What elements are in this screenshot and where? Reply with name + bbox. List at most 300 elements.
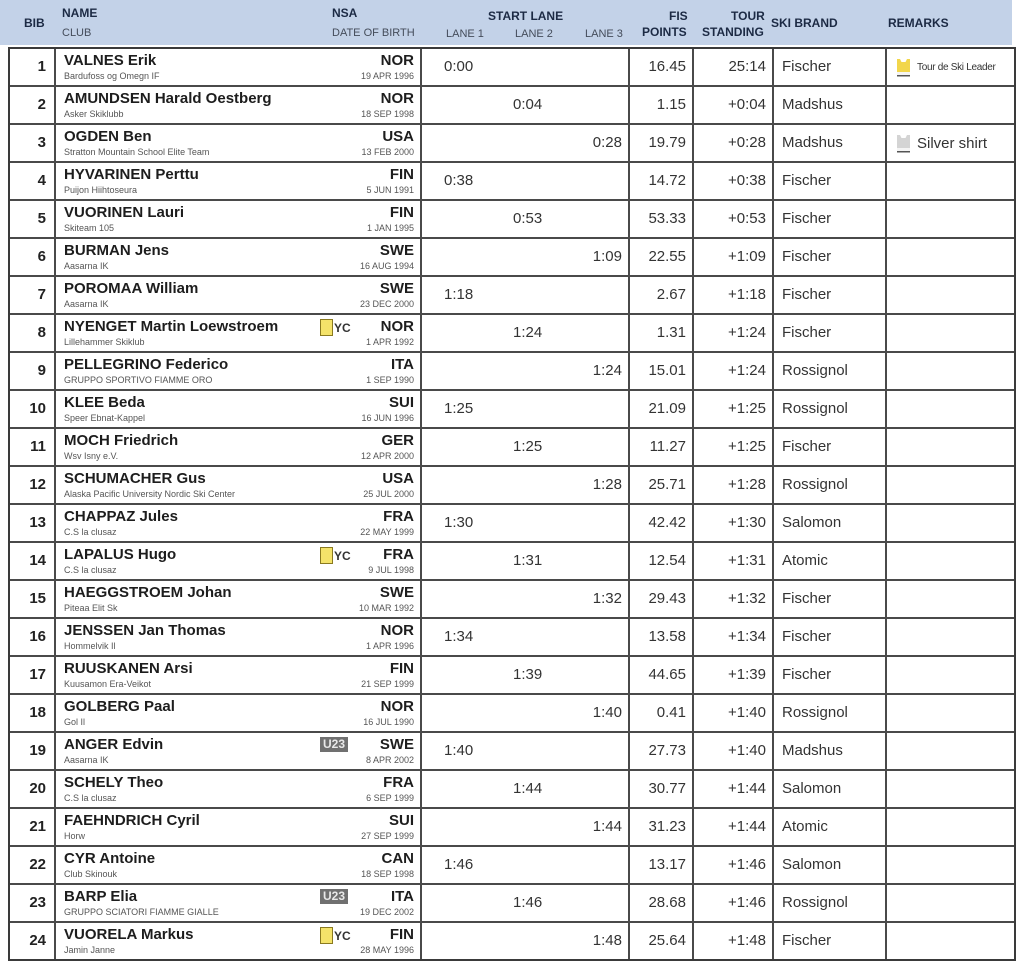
start-list-table xyxy=(8,47,1016,961)
bib-cell xyxy=(10,505,56,541)
remarks-cell xyxy=(889,733,1014,769)
table-row-bib-20 xyxy=(10,771,1014,809)
fis-points: 15.01 xyxy=(632,353,694,389)
date-of-birth: 1 SEP 1990 xyxy=(366,375,414,385)
athlete-name: SCHUMACHER Gus xyxy=(64,470,206,487)
start-lane-cell xyxy=(424,239,630,275)
lane2-time: 1:31 xyxy=(513,552,543,569)
club-name: Club Skinouk xyxy=(64,869,118,879)
lane3-time: 1:32 xyxy=(592,590,622,607)
athlete-name: VALNES Erik xyxy=(64,52,157,69)
club-name: Gol Il xyxy=(64,717,86,727)
start-lane-cell xyxy=(424,429,630,465)
bib-number: 11 xyxy=(30,438,46,455)
nsa-code: FIN xyxy=(389,660,414,677)
fis-points: 14.72 xyxy=(632,163,694,199)
table-row-bib-5 xyxy=(10,201,1014,239)
fis-points: 42.42 xyxy=(632,505,694,541)
athlete-cell xyxy=(58,467,422,503)
ski-brand: Rossignol xyxy=(776,391,887,427)
athlete-cell xyxy=(58,923,422,959)
bib-number: 9 xyxy=(37,362,46,379)
ski-brand: Fischer xyxy=(776,619,887,655)
table-row-bib-7 xyxy=(10,277,1014,315)
start-lane-cell xyxy=(424,543,630,579)
ski-brand: Atomic xyxy=(776,543,887,579)
lane1-time: 1:34 xyxy=(444,628,474,645)
nsa-code: NOR xyxy=(380,622,414,639)
athlete-cell xyxy=(58,125,422,161)
tour-standing: +1:40 xyxy=(696,733,774,769)
club-name: C.S la clusaz xyxy=(64,565,117,575)
fis-points: 12.54 xyxy=(632,543,694,579)
bib-number: 16 xyxy=(29,628,46,645)
header-fis-line1: FIS xyxy=(669,9,688,23)
athlete-cell xyxy=(58,543,422,579)
table-row-bib-21 xyxy=(10,809,1014,847)
start-lane-cell xyxy=(424,315,630,351)
lane2-time: 1:46 xyxy=(513,894,543,911)
start-lane-cell xyxy=(424,619,630,655)
athlete-name: VUORINEN Lauri xyxy=(64,204,185,221)
fis-points: 2.67 xyxy=(632,277,694,313)
athlete-name: FAEHNDRICH Cyril xyxy=(64,812,200,829)
athlete-name: NYENGET Martin Loewstroem xyxy=(64,318,279,335)
athlete-name: KLEE Beda xyxy=(64,394,145,411)
fis-points: 1.15 xyxy=(632,87,694,123)
nsa-code: FIN xyxy=(389,926,414,943)
bib-cell xyxy=(10,847,56,883)
header-club: CLUB xyxy=(62,27,92,39)
remarks-cell xyxy=(889,239,1014,275)
bib-number: 20 xyxy=(29,780,46,797)
ski-brand: Rossignol xyxy=(776,695,887,731)
athlete-cell xyxy=(58,163,422,199)
badge-label: YC xyxy=(334,320,351,335)
yellow-card-badge xyxy=(320,927,351,944)
remarks-cell xyxy=(889,315,1014,351)
lane3-time: 1:09 xyxy=(592,248,622,265)
remarks-cell xyxy=(889,277,1014,313)
athlete-cell xyxy=(58,885,422,921)
athlete-name: CHAPPAZ Jules xyxy=(64,508,178,525)
tour-standing: +1:28 xyxy=(696,467,774,503)
tour-standing: +1:34 xyxy=(696,619,774,655)
date-of-birth: 16 AUG 1994 xyxy=(359,261,414,271)
bib-cell xyxy=(10,315,56,351)
club-name: Aasarna IK xyxy=(64,261,109,271)
nsa-code: SWE xyxy=(379,242,414,259)
ski-brand: Salomon xyxy=(776,505,887,541)
club-name: Asker Skiklubb xyxy=(64,109,124,119)
bib-number: 22 xyxy=(29,856,46,873)
table-row-bib-22 xyxy=(10,847,1014,885)
nsa-code: FIN xyxy=(389,166,414,183)
club-name: Horw xyxy=(64,831,86,841)
header-remarks: REMARKS xyxy=(888,16,949,30)
lane3-time: 1:28 xyxy=(592,476,622,493)
table-row-bib-13 xyxy=(10,505,1014,543)
date-of-birth: 18 SEP 1998 xyxy=(361,109,414,119)
athlete-name: SCHELY Theo xyxy=(64,774,164,791)
start-lane-cell xyxy=(424,505,630,541)
date-of-birth: 16 JUN 1996 xyxy=(361,413,414,423)
date-of-birth: 25 JUL 2000 xyxy=(363,489,414,499)
bib-cell xyxy=(10,277,56,313)
athlete-name: HAEGGSTROEM Johan xyxy=(64,584,232,601)
club-name: Stratton Mountain School Elite Team xyxy=(64,147,210,157)
athlete-name: OGDEN Ben xyxy=(64,128,152,145)
lane1-time: 1:25 xyxy=(444,400,474,417)
table-row-bib-2 xyxy=(10,87,1014,125)
ski-brand: Rossignol xyxy=(776,353,887,389)
athlete-name: AMUNDSEN Harald Oestberg xyxy=(64,90,272,107)
bib-cell xyxy=(10,353,56,389)
table-header xyxy=(0,0,1012,45)
table-row-bib-15 xyxy=(10,581,1014,619)
start-lane-cell xyxy=(424,125,630,161)
bib-cell xyxy=(10,49,56,85)
date-of-birth: 19 DEC 2002 xyxy=(359,907,414,917)
header-nsa: NSA xyxy=(332,6,358,20)
athlete-name: JENSSEN Jan Thomas xyxy=(64,622,226,639)
bib-number: 10 xyxy=(29,400,46,417)
tour-standing: +1:25 xyxy=(696,391,774,427)
date-of-birth: 28 MAY 1996 xyxy=(360,945,414,955)
table-row-bib-12 xyxy=(10,467,1014,505)
lane2-time: 1:44 xyxy=(513,780,543,797)
athlete-name: POROMAA William xyxy=(64,280,199,297)
remarks-cell xyxy=(889,391,1014,427)
silver-shirt-icon xyxy=(895,133,912,153)
tour-standing: +1:18 xyxy=(696,277,774,313)
yellow-card-badge xyxy=(320,319,351,336)
club-name: Skiteam 105 xyxy=(64,223,115,233)
bib-number: 2 xyxy=(37,96,46,113)
nsa-code: CAN xyxy=(381,850,414,867)
bib-cell xyxy=(10,923,56,959)
athlete-name: VUORELA Markus xyxy=(64,926,194,943)
fis-points: 28.68 xyxy=(632,885,694,921)
remarks-cell xyxy=(889,809,1014,845)
tour-standing: +1:24 xyxy=(696,353,774,389)
badge-label: YC xyxy=(334,928,351,943)
remarks-cell xyxy=(889,505,1014,541)
date-of-birth: 16 JUL 1990 xyxy=(363,717,414,727)
tour-standing: +1:46 xyxy=(696,885,774,921)
table-row-bib-14 xyxy=(10,543,1014,581)
bib-cell xyxy=(10,885,56,921)
fis-points: 21.09 xyxy=(632,391,694,427)
bib-number: 23 xyxy=(29,894,46,911)
fis-points: 25.64 xyxy=(632,923,694,959)
bib-cell xyxy=(10,125,56,161)
ski-brand: Fischer xyxy=(776,239,887,275)
athlete-cell xyxy=(58,239,422,275)
bib-cell xyxy=(10,429,56,465)
remarks-cell xyxy=(889,201,1014,237)
bib-cell xyxy=(10,239,56,275)
lane3-time: 1:40 xyxy=(592,704,622,721)
fis-points: 13.17 xyxy=(632,847,694,883)
fis-points: 22.55 xyxy=(632,239,694,275)
club-name: C.S la clusaz xyxy=(64,527,117,537)
table-row-bib-4 xyxy=(10,163,1014,201)
remarks-cell xyxy=(889,87,1014,123)
fis-points: 16.45 xyxy=(632,49,694,85)
date-of-birth: 12 APR 2000 xyxy=(360,451,414,461)
start-lane-cell xyxy=(424,87,630,123)
remarks-cell xyxy=(889,353,1014,389)
lane2-time: 1:39 xyxy=(513,666,543,683)
nsa-code: NOR xyxy=(380,90,414,107)
lane1-time: 0:38 xyxy=(444,172,474,189)
table-row-bib-19 xyxy=(10,733,1014,771)
table-row-bib-23 xyxy=(10,885,1014,923)
lane3-time: 1:48 xyxy=(592,932,622,949)
remarks-cell xyxy=(889,467,1014,503)
bib-number: 6 xyxy=(37,248,46,265)
start-lane-cell xyxy=(424,49,630,85)
club-name: Lillehammer Skiklub xyxy=(64,337,145,347)
athlete-cell xyxy=(58,353,422,389)
nsa-code: NOR xyxy=(380,52,414,69)
bib-cell xyxy=(10,163,56,199)
club-name: Bardufoss og Omegn IF xyxy=(64,71,160,81)
remarks-cell xyxy=(889,429,1014,465)
athlete-cell xyxy=(58,619,422,655)
lane1-time: 1:18 xyxy=(444,286,474,303)
remarks-cell xyxy=(889,163,1014,199)
bib-cell xyxy=(10,733,56,769)
remarks-cell xyxy=(889,771,1014,807)
date-of-birth: 27 SEP 1999 xyxy=(361,831,414,841)
bib-number: 15 xyxy=(29,590,46,607)
club-name: Aasarna IK xyxy=(64,299,109,309)
start-lane-cell xyxy=(424,847,630,883)
date-of-birth: 21 SEP 1999 xyxy=(361,679,414,689)
ski-brand: Fischer xyxy=(776,277,887,313)
lane2-time: 0:04 xyxy=(513,96,543,113)
bib-cell xyxy=(10,201,56,237)
lane1-time: 0:00 xyxy=(444,58,474,75)
yellow-card-icon xyxy=(320,319,333,336)
athlete-name: RUUSKANEN Arsi xyxy=(64,660,193,677)
remarks-cell xyxy=(889,49,1014,85)
start-lane-cell xyxy=(424,581,630,617)
table-row-bib-16 xyxy=(10,619,1014,657)
fis-points: 44.65 xyxy=(632,657,694,693)
bib-cell xyxy=(10,695,56,731)
athlete-name: MOCH Friedrich xyxy=(64,432,179,449)
tour-standing: +1:09 xyxy=(696,239,774,275)
bib-number: 21 xyxy=(29,818,46,835)
header-lane1: LANE 1 xyxy=(446,28,484,40)
ski-brand: Fischer xyxy=(776,429,887,465)
tour-standing: +1:40 xyxy=(696,695,774,731)
fis-points: 25.71 xyxy=(632,467,694,503)
ski-brand: Rossignol xyxy=(776,467,887,503)
tour-standing: +1:44 xyxy=(696,771,774,807)
nsa-code: SUI xyxy=(388,394,414,411)
ski-brand: Fischer xyxy=(776,201,887,237)
start-lane-cell xyxy=(424,277,630,313)
date-of-birth: 1 APR 1996 xyxy=(365,641,414,651)
remarks-cell xyxy=(889,695,1014,731)
nsa-code: NOR xyxy=(380,318,414,335)
ski-brand: Atomic xyxy=(776,809,887,845)
yellow-card-badge xyxy=(320,547,351,564)
bib-cell xyxy=(10,467,56,503)
nsa-code: SWE xyxy=(379,584,414,601)
nsa-code: SWE xyxy=(379,280,414,297)
athlete-cell xyxy=(58,847,422,883)
nsa-code: USA xyxy=(382,128,414,145)
table-row-bib-24 xyxy=(10,923,1014,959)
u23-badge: U23 xyxy=(320,889,348,904)
fis-points: 0.41 xyxy=(632,695,694,731)
bib-cell xyxy=(10,87,56,123)
lane2-time: 1:25 xyxy=(513,438,543,455)
header-start-lane: START LANE xyxy=(488,9,564,23)
ski-brand: Salomon xyxy=(776,771,887,807)
tour-standing: +0:53 xyxy=(696,201,774,237)
athlete-name: ANGER Edvin xyxy=(64,736,164,753)
bib-number: 18 xyxy=(29,704,46,721)
lane1-time: 1:30 xyxy=(444,514,474,531)
nsa-code: FRA xyxy=(383,546,414,563)
table-row-bib-8 xyxy=(10,315,1014,353)
date-of-birth: 23 DEC 2000 xyxy=(359,299,414,309)
fis-points: 53.33 xyxy=(632,201,694,237)
header-name: NAME xyxy=(62,6,98,20)
table-row-bib-18 xyxy=(10,695,1014,733)
yellow-card-icon xyxy=(320,927,333,944)
date-of-birth: 1 APR 1992 xyxy=(365,337,414,347)
fis-points: 11.27 xyxy=(632,429,694,465)
date-of-birth: 18 SEP 1998 xyxy=(361,869,414,879)
athlete-name: PELLEGRINO Federico xyxy=(64,356,229,373)
lane2-time: 1:24 xyxy=(513,324,543,341)
ski-brand: Madshus xyxy=(776,733,887,769)
bib-number: 4 xyxy=(37,172,46,189)
club-name: Aasarna IK xyxy=(64,755,109,765)
bib-number: 3 xyxy=(37,134,46,151)
lane3-time: 1:44 xyxy=(592,818,622,835)
tour-standing: 25:14 xyxy=(696,49,774,85)
tour-standing: +0:28 xyxy=(696,125,774,161)
bib-number: 1 xyxy=(37,58,46,75)
ski-brand: Fischer xyxy=(776,163,887,199)
ski-brand: Fischer xyxy=(776,49,887,85)
tour-standing: +1:30 xyxy=(696,505,774,541)
bib-cell xyxy=(10,619,56,655)
bib-number: 12 xyxy=(29,476,46,493)
date-of-birth: 10 MAR 1992 xyxy=(358,603,414,613)
start-lane-cell xyxy=(424,391,630,427)
fis-points: 31.23 xyxy=(632,809,694,845)
club-name: Hommelvik Il xyxy=(64,641,116,651)
club-name: Piteaa Elit Sk xyxy=(64,603,118,613)
date-of-birth: 19 APR 1996 xyxy=(360,71,414,81)
ski-brand: Rossignol xyxy=(776,885,887,921)
club-name: Wsv Isny e.V. xyxy=(64,451,119,461)
date-of-birth: 13 FEB 2000 xyxy=(361,147,414,157)
start-lane-cell xyxy=(424,923,630,959)
header-bib: BIB xyxy=(24,16,45,30)
ski-brand: Fischer xyxy=(776,657,887,693)
ski-brand: Madshus xyxy=(776,87,887,123)
bib-number: 14 xyxy=(29,552,46,569)
athlete-name: HYVARINEN Perttu xyxy=(64,166,199,183)
start-lane-cell xyxy=(424,771,630,807)
athlete-name: LAPALUS Hugo xyxy=(64,546,177,563)
fis-points: 19.79 xyxy=(632,125,694,161)
athlete-cell xyxy=(58,505,422,541)
athlete-cell xyxy=(58,391,422,427)
bib-number: 8 xyxy=(37,324,46,341)
ski-brand: Fischer xyxy=(776,923,887,959)
athlete-cell xyxy=(58,201,422,237)
start-lane-cell xyxy=(424,353,630,389)
bib-number: 24 xyxy=(29,932,46,949)
nsa-code: GER xyxy=(381,432,414,449)
start-lane-cell xyxy=(424,733,630,769)
lane3-time: 1:24 xyxy=(592,362,622,379)
bib-cell xyxy=(10,581,56,617)
athlete-name: BARP Elia xyxy=(64,888,138,905)
table-row-bib-9 xyxy=(10,353,1014,391)
tour-standing: +1:44 xyxy=(696,809,774,845)
ski-brand: Salomon xyxy=(776,847,887,883)
remarks-cell xyxy=(889,847,1014,883)
start-lane-cell xyxy=(424,695,630,731)
start-lane-cell xyxy=(424,885,630,921)
bib-cell xyxy=(10,543,56,579)
tour-standing: +1:46 xyxy=(696,847,774,883)
header-fis-line2: POINTS xyxy=(642,25,687,39)
athlete-cell xyxy=(58,581,422,617)
tour-standing: +1:32 xyxy=(696,581,774,617)
tour-standing: +1:25 xyxy=(696,429,774,465)
nsa-code: FRA xyxy=(383,774,414,791)
tour-standing: +0:38 xyxy=(696,163,774,199)
bib-number: 17 xyxy=(29,666,46,683)
nsa-code: ITA xyxy=(390,356,414,373)
start-lane-cell xyxy=(424,163,630,199)
tour-standing: +1:39 xyxy=(696,657,774,693)
lane1-time: 1:46 xyxy=(444,856,474,873)
tour-standing: +1:31 xyxy=(696,543,774,579)
nsa-code: SWE xyxy=(379,736,414,753)
bib-number: 7 xyxy=(37,286,46,303)
remarks-cell xyxy=(889,885,1014,921)
u23-badge: U23 xyxy=(320,737,348,752)
athlete-cell xyxy=(58,277,422,313)
tour-standing: +1:48 xyxy=(696,923,774,959)
table-row-bib-3 xyxy=(10,125,1014,163)
ski-brand: Fischer xyxy=(776,581,887,617)
date-of-birth: 22 MAY 1999 xyxy=(360,527,414,537)
bib-cell xyxy=(10,657,56,693)
athlete-cell xyxy=(58,657,422,693)
date-of-birth: 6 SEP 1999 xyxy=(366,793,414,803)
athlete-cell xyxy=(58,315,422,351)
lane1-time: 1:40 xyxy=(444,742,474,759)
ski-brand: Madshus xyxy=(776,125,887,161)
athlete-cell xyxy=(58,87,422,123)
club-name: GRUPPO SPORTIVO FIAMME ORO xyxy=(64,375,213,385)
